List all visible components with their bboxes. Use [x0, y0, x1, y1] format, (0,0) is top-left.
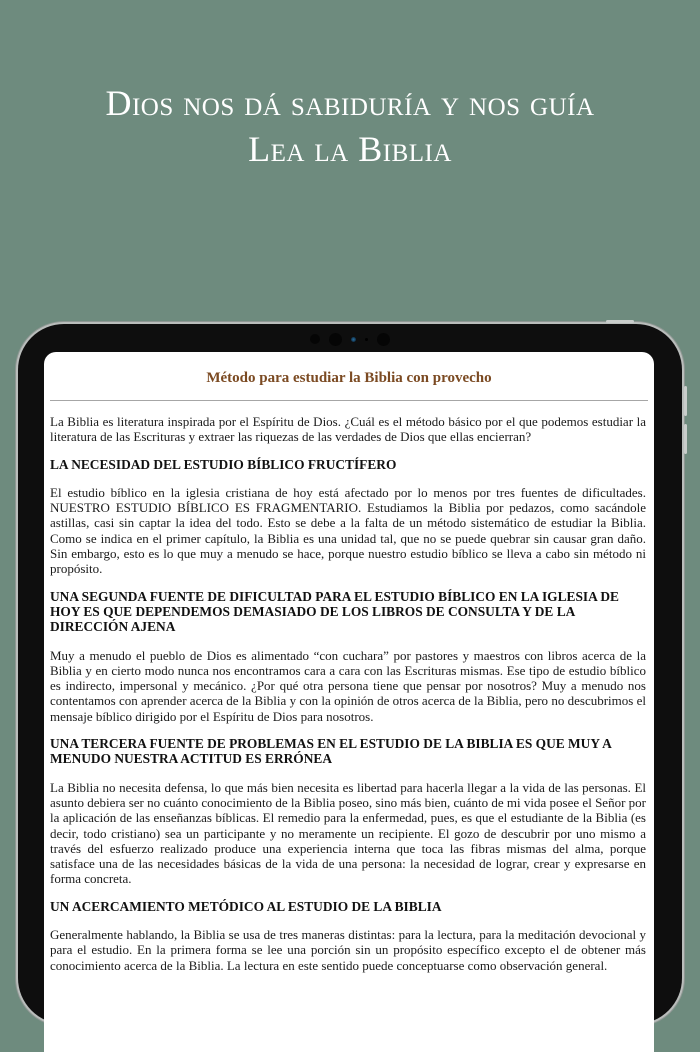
- headline-line-1: Dios nos dá sabiduría y nos guía: [105, 83, 595, 123]
- volume-up-button: [684, 386, 687, 416]
- paragraph: La Biblia no necesita defensa, lo que más bien necesita es libertad para hacerla llegar a la vida de las personas. El asunto debiera ser no cuánto conocimiento de la Biblia poseo, sino más bien, cuánto de mi vida posee el Señor por la aplicación de las enseñanzas bíblicas. El remedio para la enfermedad, pues, es que el estudiante de la Biblia (es decir, todo cristiano) sea un participante y no meramente un recipiente. El gozo de descubrir por uno mismo a través del esfuerzo realizado produce una experiencia interna que toca las fibras mismas del alma, porque satisface una de las necesidades básicas de la vida de una persona: la necesidad de lograr, crear y expresarse en forma concreta.: [50, 779, 646, 887]
- promo-headline: [0, 80, 700, 172]
- title-divider: [50, 400, 648, 401]
- app-screen: [44, 352, 654, 1052]
- camera-lens-icon: [351, 337, 356, 342]
- headline-line-2: Lea la Biblia: [248, 129, 452, 169]
- paragraph: El estudio bíblico en la iglesia cristiana de hoy está afectado por lo menos por tres fuentes de dificultades. NUESTRO ESTUDIO BÍBLICO ES FRAGMENTARIO. Estudiamos la Biblia por pedazos, como sacándole astillas, casi sin captar la idea del todo. Esto se debe a la falta de un método sistemático de estudiar la Biblia. Como se indica en el primer capítulo, la Biblia es una unidad tal, que no se puede quebrar sin causar gran daño. Sin embargo, esto es lo que muy a menudo se hace, porque nuestro estudio bíblico se lleva a cabo sin método ni propósito.: [50, 484, 646, 577]
- sensor-icon: [310, 334, 320, 344]
- section-heading: LA NECESIDAD DEL ESTUDIO BÍBLICO FRUCTÍFERO: [50, 456, 397, 472]
- paragraph: Generalmente hablando, la Biblia se usa de tres maneras distintas: para la lectura, para la meditación devocional y para el estudio. En la primera forma se lee una porción sin un propósito específico excepto el de obtener más conocimiento acerca de la Biblia. La lectura en este sentido puede conceptuarse como observación general.: [50, 927, 646, 973]
- top-button: [606, 320, 634, 323]
- volume-down-button: [684, 424, 687, 454]
- paragraph: Muy a menudo el pueblo de Dios es alimentado “con cuchara” por pastores y maestros con libros acerca de la Biblia y en cierto modo nunca nos encontramos cara a cara con las Escrituras mismas. Ese tipo de estudio bíblico es indirecto, impersonal y mecánico. ¿Por qué otra persona tiene que pensar por nosotros? Muy a menudo nos contentamos con aprender acerca de la Biblia y con la opinión de otros acerca de la Biblia, pero no descubrimos el mensaje bíblico dirigido por el Espíritu de Dios para nosotros.: [50, 647, 646, 724]
- camera-bar: [310, 330, 390, 348]
- sensor-icon: [329, 333, 342, 346]
- tablet-device-frame: [18, 324, 682, 1024]
- document-body[interactable]: [44, 414, 654, 973]
- paragraph: La Biblia es literatura inspirada por el Espíritu de Dios. ¿Cuál es el método básico por el que podemos estudiar la literatura de las Escrituras y extraer las riquezas de las verdades de Dios que ellas encierran?: [50, 414, 646, 445]
- sensor-icon: [365, 338, 368, 341]
- section-heading: UN ACERCAMIENTO METÓDICO AL ESTUDIO DE LA BIBLIA: [50, 898, 442, 914]
- document-title: Método para estudiar la Biblia con provecho: [206, 370, 492, 386]
- sensor-icon: [377, 333, 390, 346]
- section-heading: UNA TERCERA FUENTE DE PROBLEMAS EN EL ESTUDIO DE LA BIBLIA ES QUE MUY A MENUDO NUESTRA ACTITUD ES ERRÓNEA: [50, 736, 612, 767]
- section-heading: UNA SEGUNDA FUENTE DE DIFICULTAD PARA EL ESTUDIO BÍBLICO EN LA IGLESIA DE HOY ES QUE DEPENDEMOS DEMASIADO DE LOS LIBROS DE CONSULTA Y DE LA DIRECCIÓN AJENA: [50, 588, 619, 635]
